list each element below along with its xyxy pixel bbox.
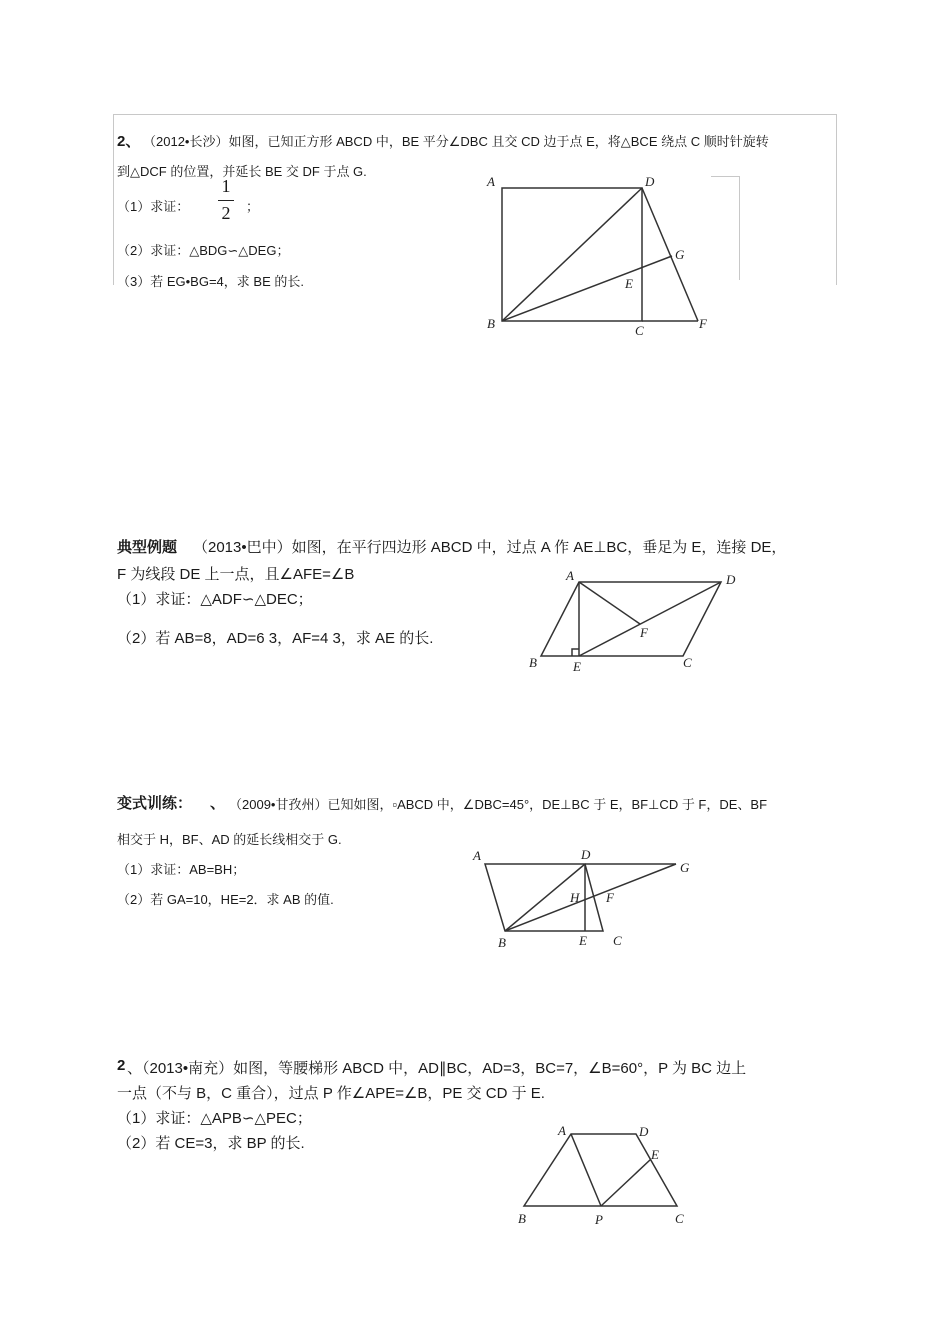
problem-text-line: 、（2013•南充）如图，等腰梯形 ABCD 中，AD∥BC，AD=3，BC=7，∠B=60°，P 为 BC 边上 — [127, 1060, 747, 1077]
question-2: （2）若 GA=10，HE=2．求 AB 的值. — [117, 892, 334, 907]
figure-square-abcd — [480, 170, 720, 342]
problem-text-line: （2009•甘孜州）已知如图，▫ABCD 中，∠DBC=45°，DE⊥BC 于 E，BF⊥CD 于 F，DE、BF — [229, 797, 768, 812]
label-C: C — [683, 655, 692, 670]
label-F: F — [699, 316, 707, 331]
label-C: C — [635, 323, 644, 338]
problem-text-line: 相交于 H，BF、AD 的延长线相交于 G. — [117, 832, 342, 847]
frame-right — [836, 114, 837, 285]
figure-parallelogram-bfg — [465, 840, 705, 955]
question-2: （2）若 CE=3，求 BP 的长. — [117, 1135, 305, 1152]
section-title: 变式训练： — [117, 795, 193, 812]
label-F: F — [606, 890, 614, 905]
label-A: A — [566, 568, 574, 583]
label-E: E — [651, 1147, 659, 1162]
question-1: （1）求证：△ADF∽△DEC； — [117, 591, 313, 608]
problem-text-line: 一点（不与 B，C 重合），过点 P 作∠APE=∠B，PE 交 CD 于 E. — [117, 1085, 545, 1102]
question-1-suffix: ； — [246, 199, 260, 214]
question-1: （1）求证：△APB∽△PEC； — [117, 1110, 312, 1127]
fraction-denominator: 2 — [221, 203, 231, 223]
problem-text-line: 到△DCF 的位置，并延长 BE 交 DF 于点 G. — [117, 164, 367, 179]
frame-left — [113, 114, 114, 285]
label-A: A — [487, 174, 495, 189]
label-D: D — [581, 847, 591, 862]
label-P: P — [595, 1212, 603, 1227]
question-2: （2）若 AB=8，AD=6 3，AF=4 3，求 AE 的长. — [117, 630, 434, 647]
figure-isosceles-trapezoid — [510, 1120, 700, 1232]
fraction-numerator: 1 — [221, 176, 231, 196]
label-C: C — [613, 933, 622, 948]
label-D: D — [645, 174, 655, 189]
label-B: B — [487, 316, 495, 331]
label-B: B — [529, 655, 537, 670]
frame-inner-right — [739, 176, 740, 280]
label-D: D — [639, 1124, 649, 1139]
label-B: B — [518, 1211, 526, 1226]
label-D: D — [726, 572, 736, 587]
problem-text-line: （2013•巴中）如图，在平行四边形 ABCD 中，过点 A 作 AE⊥BC，垂足为 E，连接 DE， — [193, 539, 787, 556]
label-E: E — [579, 933, 587, 948]
question-1: （1）求证： — [117, 199, 190, 214]
label-F: F — [640, 625, 648, 640]
question-2: （2）求证：△BDG∽△DEG； — [117, 243, 290, 258]
question-3: （3）若 EG•BG=4，求 BE 的长. — [117, 274, 304, 289]
section-title: 典型例题 — [117, 539, 178, 556]
frame-top — [113, 114, 837, 115]
label-A: A — [473, 848, 481, 863]
problem-text-line: （2012•长沙）如图，已知正方形 ABCD 中，BE 平分∠DBC 且交 CD 边于点 E，将△BCE 绕点 C 顺时针旋转 — [143, 134, 769, 149]
label-E: E — [573, 659, 581, 674]
fraction-bar — [218, 200, 234, 201]
label-C: C — [675, 1211, 684, 1226]
label-G: G — [680, 860, 690, 875]
figure-parallelogram-abcd — [520, 566, 750, 676]
problem-number: 2 — [117, 1057, 126, 1074]
label-B: B — [498, 935, 506, 950]
question-1: （1）求证：AB=BH； — [117, 862, 246, 877]
problem-number: 2、 — [117, 133, 141, 150]
problem-text-line: F 为线段 DE 上一点，且∠AFE=∠B — [117, 566, 355, 583]
separator: 、 — [210, 795, 226, 812]
label-G: G — [675, 247, 685, 262]
label-H: H — [570, 890, 580, 905]
label-A: A — [558, 1123, 566, 1138]
label-E: E — [625, 276, 633, 291]
